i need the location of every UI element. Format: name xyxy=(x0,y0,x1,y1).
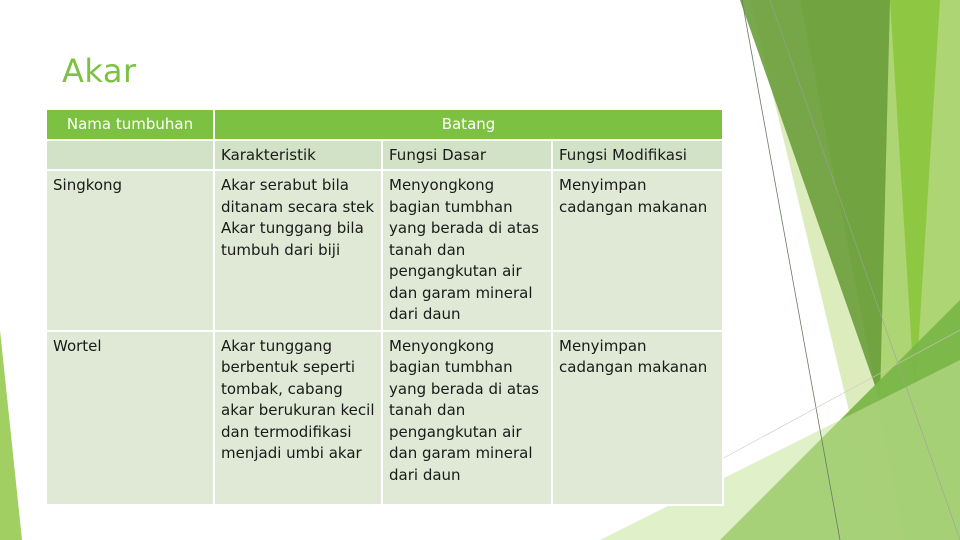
deco-right-dark-strip xyxy=(740,0,890,400)
slide-title: Akar xyxy=(62,52,137,90)
table-subheader-row xyxy=(46,140,723,170)
header-plant-name: Nama tumbuhan xyxy=(46,109,214,140)
header-batang: Batang xyxy=(214,109,723,140)
row-plant-name: Singkong xyxy=(46,170,214,331)
deco-left-sliver xyxy=(0,330,22,540)
plant-table xyxy=(45,108,724,506)
row-plant-name: Wortel xyxy=(46,331,214,505)
row-karakteristik: Akar serabut bila ditanam secara stek Akar tunggang bila tumbuh dari biji xyxy=(214,170,382,331)
row-fungsi-dasar: Menyongkong bagian tumbhan yang berada di atas tanah dan pengangkutan air dan garam mineral dari daun xyxy=(382,331,552,505)
row-fungsi-modifikasi: Menyimpan cadangan makanan xyxy=(552,170,723,331)
table-row xyxy=(46,331,723,505)
subheader-fungsi-dasar: Fungsi Dasar xyxy=(382,140,552,170)
table-row xyxy=(46,170,723,331)
table-header-row xyxy=(46,109,723,140)
row-fungsi-dasar: Menyongkong bagian tumbhan yang berada di atas tanah dan pengangkutan air dan garam mineral dari daun xyxy=(382,170,552,331)
row-fungsi-modifikasi: Menyimpan cadangan makanan xyxy=(552,331,723,505)
subheader-karakteristik: Karakteristik xyxy=(214,140,382,170)
subheader-empty xyxy=(46,140,214,170)
subheader-fungsi-modifikasi: Fungsi Modifikasi xyxy=(552,140,723,170)
row-karakteristik: Akar tunggang berbentuk seperti tombak, cabang akar berukuran kecil dan termodifikasi menjadi umbi akar xyxy=(214,331,382,505)
